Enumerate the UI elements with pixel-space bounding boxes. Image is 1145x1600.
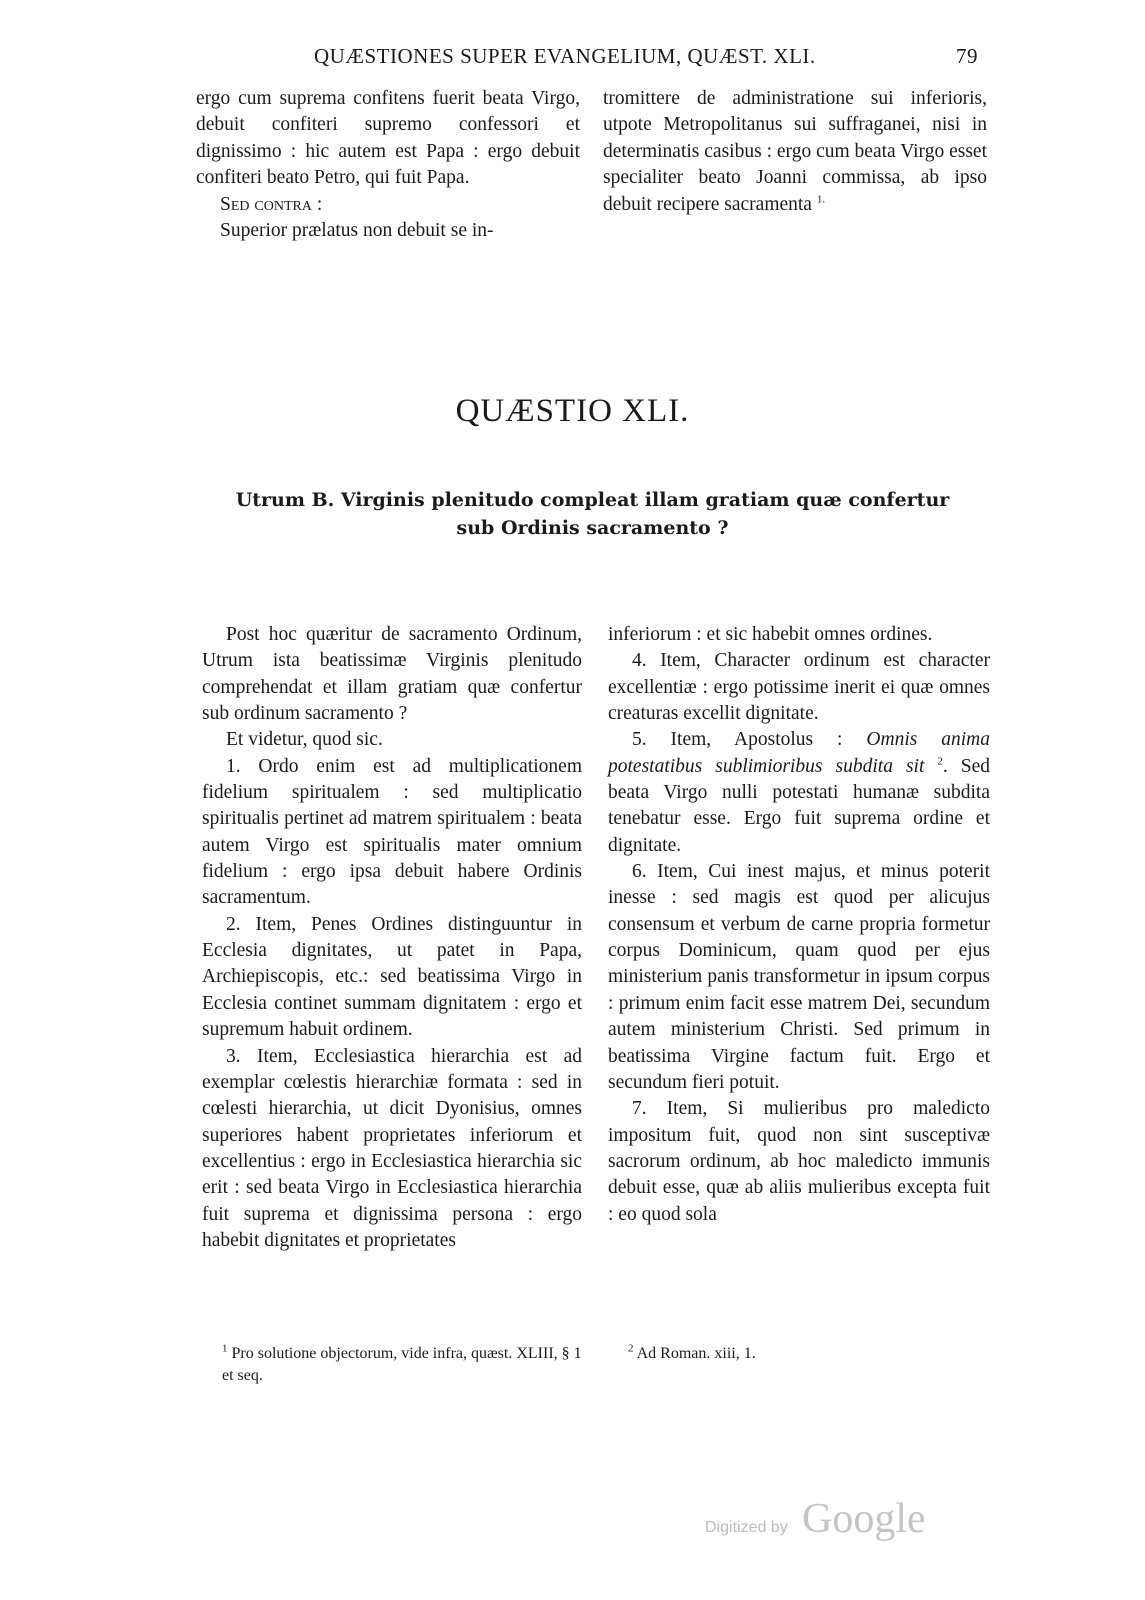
argument-5-start: 5. Item, Apostolus : (632, 729, 843, 751)
page-number: 79 (956, 44, 978, 68)
footnote-1 (222, 1343, 592, 1387)
main-left-column (202, 622, 582, 1254)
question-subtitle (195, 486, 990, 542)
google-logo: Google (802, 1496, 926, 1542)
paragraph: Et videtur, quod sic. (226, 729, 383, 751)
argument-1: 1. Ordo enim est ad multiplicationem fidelium spiritualem : sed multiplicatio spiritualis pertinet ad matrem spiritualem : beata autem Virgo est spiritualis mater omnium fidelium : ergo ipsa debuit habere Ordinis sacramentum. (202, 755, 582, 909)
subtitle-line-2: sub Ordinis sacramento ? (456, 517, 729, 539)
argument-6: 6. Item, Cui inest majus, et minus poterit inesse : sed magis est quod per alicujus consensum et verbum de carne propria formetur corpus Dominicum, quam quod per ejus ministerium panis transformetur in ipsum corpus : primum enim facit esse matrem Dei, secundum autem ministerium Christi. Sed primum in beatissima Virgine factum fuit. Ergo et secundum fieri potuit. (608, 861, 990, 1093)
footnote-ref-2: 2 (937, 755, 943, 768)
carryover-paragraph: ergo cum suprema confitens fuerit beata Virgo, debuit confiteri supremo confessori et dignissimo : hic autem est Papa : ergo debuit confiteri beato Petro, qui fuit Papa. (196, 88, 580, 189)
footnote-2 (628, 1343, 928, 1365)
question-title: QUÆSTIO XLI. (455, 393, 690, 429)
top-left-column (196, 86, 580, 244)
subtitle-line-1: Utrum B. Virginis plenitudo compleat illam gratiam quæ confertur (235, 489, 950, 511)
footnote-ref-1: 1. (816, 193, 826, 206)
footnote-text: Ad Roman. xiii, 1. (636, 1345, 756, 1362)
paragraph: Post hoc quæritur de sacramento Ordinum, Utrum ista beatissimæ Virginis plenitudo comprehendat et illam gratiam quæ confertur sub ordinum sacramento ? (202, 624, 582, 725)
sed-contra-text: tromittere de administratione sui inferioris, utpote Metropolitanus sui suffraganei, nisi in determinatis casibus : ergo cum beata Virgo esset specialiter beato Joanni commissa, ab ipso debuit recipere sacramenta (603, 88, 987, 215)
argument-5 (608, 727, 990, 859)
running-title: QUÆSTIONES SUPER EVANGELIUM, QUÆST. XLI. (314, 44, 816, 68)
footnote-mark: 1 (222, 1342, 228, 1355)
argument-5-end: . Sed beata Virgo nulli potestati humanæ subdita tenebatur esse. Ergo fuit suprema ordine et dignitate. (608, 755, 990, 856)
argument-2: 2. Item, Penes Ordines distinguuntur in Ecclesia dignitates, ut patet in Papa, Archiepiscopis, etc.: sed beatissima Virgo in Ecclesia continet summam dignitatem : ergo et supremum habuit ordinem. (202, 913, 582, 1041)
sed-contra-heading: Sed contra : (220, 193, 323, 215)
top-right-column (603, 86, 987, 218)
footnote-text: Pro solutione objectorum, vide infra, quæst. XLIII, § 1 et seq. (222, 1345, 582, 1384)
footnote-mark: 2 (628, 1342, 634, 1355)
argument-3: 3. Item, Ecclesiastica hierarchia est ad exemplar cœlestis hierarchiæ formata : sed in cœlesti hierarchia, ut dicit Dyonisius, omnes superiores habent proprietates inferiorum et excellentius : ergo in Ecclesiastica hierarchia sic erit : sed beata Virgo in Ecclesiastica hierarchia fuit suprema et dignissima persona : ergo habebit dignitates et proprietates (202, 1045, 582, 1251)
argument-4: 4. Item, Character ordinum est character excellentiæ : ergo potissime inerit ei quæ omnes creaturas excellit dignitate. (608, 650, 990, 725)
sed-contra-continuation (603, 86, 987, 218)
scripture-quote: Omnis anima potestatibus sublimioribus subdita sit (608, 729, 991, 777)
watermark-prefix: Digitized by (705, 1519, 788, 1536)
argument-7: 7. Item, Si mulieribus pro maledicto impositum fuit, quod non sint susceptivæ sacrorum ordinum, ab hoc maledicto immunis debuit esse, quæ ab aliis mulieribus excepta fuit : eo quod sola (608, 1098, 990, 1225)
main-right-column (608, 622, 990, 1228)
paragraph: inferiorum : et sic habebit omnes ordines. (608, 624, 933, 645)
sed-contra-paragraph: Superior prælatus non debuit se in- (220, 220, 494, 242)
digitized-watermark (705, 1495, 945, 1551)
